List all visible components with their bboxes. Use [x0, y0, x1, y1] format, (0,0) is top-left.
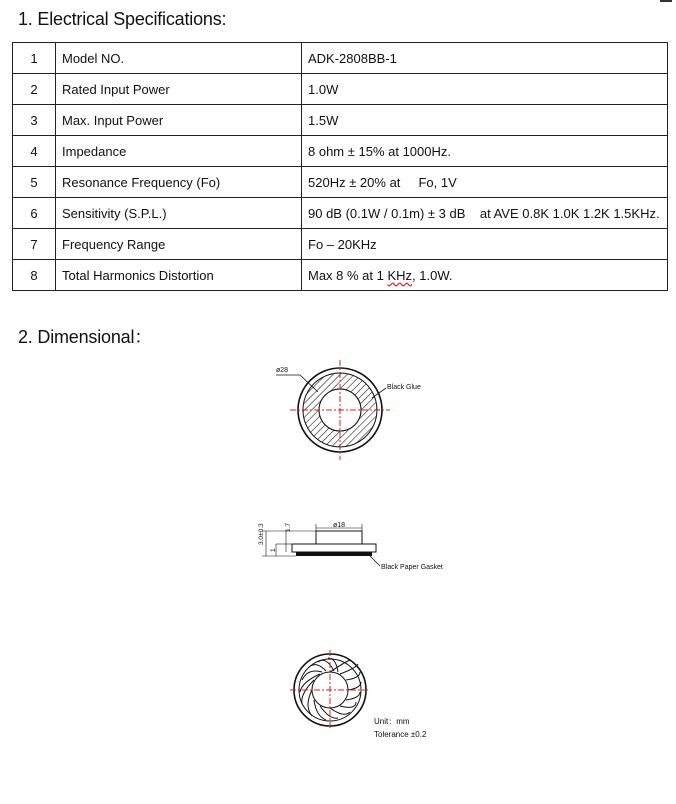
row-value: Fo – 20KHz	[302, 229, 668, 260]
inner-diameter-label: ø18	[333, 522, 346, 529]
bottom-view-drawing	[290, 650, 427, 739]
row-number: 4	[13, 136, 56, 167]
top-view-drawing	[276, 360, 421, 460]
row-value: 1.0W	[302, 74, 668, 105]
row-item: Sensitivity (S.P.L.)	[56, 198, 302, 229]
diameter-label: ø28	[276, 367, 289, 374]
row-number: 8	[13, 260, 56, 291]
row-value: 520Hz ± 20% at Fo, 1V	[302, 167, 668, 198]
row-item: Total Harmonics Distortion	[56, 260, 302, 291]
value-suffix: , 1.0W.	[412, 267, 453, 283]
side-view-drawing	[258, 522, 443, 571]
tolerance-label: Tolerance ±0.2	[374, 730, 427, 739]
section-title-electrical: 1. Electrical Specifications:	[18, 9, 227, 29]
row-number: 5	[13, 167, 56, 198]
row-item: Frequency Range	[56, 229, 302, 260]
glue-label: Black Glue	[387, 384, 421, 391]
dim-a-label: 1.7	[285, 522, 292, 532]
row-item: Resonance Frequency (Fo)	[56, 167, 302, 198]
unit-label: Unit：mm	[374, 717, 410, 726]
dim-b-label: 1	[270, 548, 277, 552]
row-number: 3	[13, 105, 56, 136]
row-value: 1.5W	[302, 105, 668, 136]
row-item: Rated Input Power	[56, 74, 302, 105]
spellcheck-underlined-text: KHz	[387, 267, 413, 283]
row-number: 7	[13, 229, 56, 260]
row-item: Model NO.	[56, 43, 302, 74]
row-number: 2	[13, 74, 56, 105]
value-prefix: Max 8 % at 1	[308, 267, 388, 283]
gasket-label: Black Paper Gasket	[381, 564, 443, 571]
row-item: Impedance	[56, 136, 302, 167]
row-number: 6	[13, 198, 56, 229]
row-value: 8 ohm ± 15% at 1000Hz.	[302, 136, 668, 167]
section-title-dimensional: 2. Dimensional：	[18, 327, 153, 347]
row-item: Max. Input Power	[56, 105, 302, 136]
row-number: 1	[13, 43, 56, 74]
height-label: 3.0±0.3	[258, 523, 265, 545]
row-value: ADK-2808BB-1	[302, 43, 668, 74]
row-value: 90 dB (0.1W / 0.1m) ± 3 dB at AVE 0.8K 1.0K 1.2K 1.5KHz.	[302, 198, 668, 229]
